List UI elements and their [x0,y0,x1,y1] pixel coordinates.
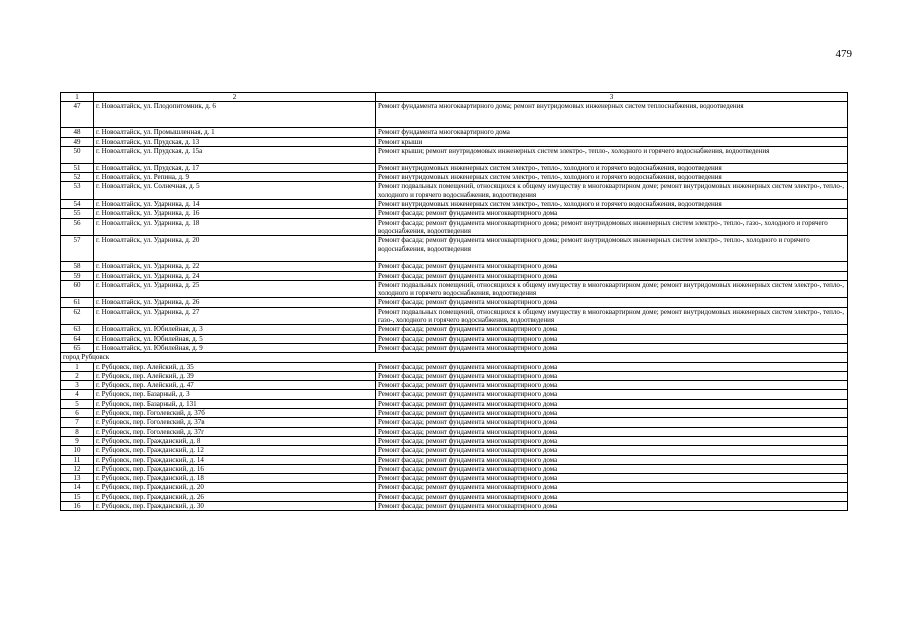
row-work-cell: Ремонт фасада; ремонт фундамента многоквартирного дома [376,427,848,436]
row-number-cell: 62 [61,307,94,325]
table-row [61,381,848,390]
row-work-cell: Ремонт фасада; ремонт фундамента многоквартирного дома [376,418,848,427]
row-number-cell: 11 [61,455,94,464]
row-address-cell: г. Новоалтайск, ул. Ударника, д. 27 [94,307,376,325]
table-row [61,455,848,464]
row-address-cell: г. Новоалтайск, ул. Юбилейная, д. 5 [94,334,376,343]
table-row [61,334,848,343]
table-body [61,93,848,511]
row-address-cell: г. Рубцовск, пер. Гражданский, д. 30 [94,501,376,510]
row-number-cell: 53 [61,182,94,200]
row-address-cell: г. Новоалтайск, ул. Солнечная, д. 5 [94,182,376,200]
row-number-cell: 7 [61,418,94,427]
row-number-cell: 61 [61,298,94,307]
row-work-cell: Ремонт фасада; ремонт фундамента многоквартирного дома [376,501,848,510]
table-row [61,307,848,325]
row-number-cell: 2 [61,371,94,380]
row-work-cell: Ремонт фасада; ремонт фундамента многоквартирного дома [376,455,848,464]
row-address-cell: г. Новоалтайск, ул. Плодопитомник, д. 6 [94,102,376,128]
table-row [61,409,848,418]
row-work-cell: Ремонт фасада; ремонт фундамента многоквартирного дома [376,492,848,501]
row-number-cell: 6 [61,409,94,418]
row-address-cell: г. Рубцовск, пер. Алейский, д. 39 [94,371,376,380]
row-work-cell: Ремонт фасада; ремонт фундамента многоквартирного дома [376,271,848,280]
row-number-cell: 59 [61,271,94,280]
row-number-cell: 10 [61,446,94,455]
row-number-cell: 55 [61,209,94,218]
row-address-cell: г. Рубцовск, пер. Гражданский, д. 16 [94,464,376,473]
row-number-cell: 49 [61,137,94,146]
row-address-cell: г. Новоалтайск, ул. Ударника, д. 20 [94,236,376,262]
row-address-cell: г. Новоалтайск, ул. Ударника, д. 14 [94,200,376,209]
row-address-cell: г. Рубцовск, пер. Гражданский, д. 26 [94,492,376,501]
table-row [61,262,848,271]
row-number-cell: 8 [61,427,94,436]
table-row [61,218,848,236]
row-number-cell: 13 [61,474,94,483]
table-row [61,280,848,298]
row-address-cell: г. Новоалтайск, ул. Ударника, д. 18 [94,218,376,236]
table-row [61,483,848,492]
row-number-cell: 50 [61,146,94,163]
row-work-cell: Ремонт фасада; ремонт фундамента многоквартирного дома [376,262,848,271]
table-row [61,146,848,163]
row-number-cell: 52 [61,173,94,182]
row-address-cell: г. Рубцовск, пер. Гоголевский, д. 37б [94,409,376,418]
table-row [61,128,848,137]
row-work-cell: Ремонт фасада; ремонт фундамента многоквартирного дома [376,474,848,483]
table-row [61,371,848,380]
row-number-cell: 4 [61,390,94,399]
table-row [61,182,848,200]
table-row [61,102,848,128]
row-work-cell: Ремонт фасада; ремонт фундамента многоквартирного дома [376,399,848,408]
table-row [61,399,848,408]
row-address-cell: г. Рубцовск, пер. Гражданский, д. 20 [94,483,376,492]
row-work-cell: Ремонт фасада; ремонт фундамента многоквартирного дома [376,371,848,380]
column-header-number: 1 [61,93,94,102]
row-work-cell: Ремонт фасада; ремонт фундамента многоквартирного дома [376,298,848,307]
table-row [61,163,848,172]
row-work-cell: Ремонт фасада; ремонт фундамента многоквартирного дома [376,483,848,492]
table-row [61,200,848,209]
row-address-cell: г. Новоалтайск, ул. Ударника, д. 24 [94,271,376,280]
table-row [61,173,848,182]
row-number-cell: 63 [61,325,94,334]
row-address-cell: г. Рубцовск, пер. Гражданский, д. 12 [94,446,376,455]
row-work-cell: Ремонт подвальных помещений, относящихся к общему имуществу в многоквартирном доме; ремонт внутридомовых инженерных систем электро-, тепло-, холодного и горячего водоснабжения, водоотведения [376,182,848,200]
row-number-cell: 48 [61,128,94,137]
row-work-cell: Ремонт фасада; ремонт фундамента многоквартирного дома [376,381,848,390]
column-header-address: 2 [94,93,376,102]
table-row [61,271,848,280]
row-address-cell: г. Новоалтайск, ул. Ударника, д. 25 [94,280,376,298]
row-work-cell: Ремонт крыши; ремонт внутридомовых инженерных систем электро-, тепло-, холодного и горячего водоснабжения, водоотведения [376,146,848,163]
table-row [61,446,848,455]
row-number-cell: 14 [61,483,94,492]
table-row [61,436,848,445]
section-title: город Рубцовск [61,353,848,362]
row-work-cell: Ремонт фасада; ремонт фундамента многоквартирного дома [376,325,848,334]
row-number-cell: 12 [61,464,94,473]
row-number-cell: 51 [61,163,94,172]
row-work-cell: Ремонт фасада; ремонт фундамента многоквартирного дома [376,436,848,445]
row-address-cell: г. Рубцовск, пер. Базарный, д. 3 [94,390,376,399]
table-row [61,418,848,427]
row-work-cell: Ремонт внутридомовых инженерных систем электро-, тепло-, холодного и горячего водоснабжения, водоотведения [376,200,848,209]
table-row [61,492,848,501]
table-header-row [61,93,848,102]
table-row [61,298,848,307]
row-address-cell: г. Новоалтайск, ул. Репина, д. 9 [94,173,376,182]
row-address-cell: г. Новоалтайск, ул. Прудская, д. 15а [94,146,376,163]
table-row [61,137,848,146]
row-address-cell: г. Рубцовск, пер. Базарный, д. 131 [94,399,376,408]
row-address-cell: г. Рубцовск, пер. Гоголевский, д. 37г [94,427,376,436]
row-work-cell: Ремонт фундамента многоквартирного дома [376,128,848,137]
row-number-cell: 58 [61,262,94,271]
row-work-cell: Ремонт фасада; ремонт фундамента многоквартирного дома [376,343,848,352]
row-work-cell: Ремонт подвальных помещений, относящихся к общему имуществу в многоквартирном доме; ремонт внутридомовых инженерных систем электро-, тепло-, холодного и горячего водоснабжения, водоотведения [376,280,848,298]
row-address-cell: г. Новоалтайск, ул. Ударника, д. 16 [94,209,376,218]
row-work-cell: Ремонт фасада; ремонт фундамента многоквартирного дома [376,446,848,455]
section-row-rubtsovsk [61,353,848,362]
table-row [61,209,848,218]
row-number-cell: 56 [61,218,94,236]
page-number: 479 [835,48,852,60]
column-header-work: 3 [376,93,848,102]
row-address-cell: г. Новоалтайск, ул. Юбилейная, д. 9 [94,343,376,352]
row-number-cell: 16 [61,501,94,510]
row-number-cell: 57 [61,236,94,262]
row-number-cell: 47 [61,102,94,128]
row-work-cell: Ремонт внутридомовых инженерных систем электро-, тепло-, холодного и горячего водоснабжения, водоотведения [376,163,848,172]
row-number-cell: 3 [61,381,94,390]
row-number-cell: 60 [61,280,94,298]
row-work-cell: Ремонт фасада; ремонт фундамента многоквартирного дома [376,464,848,473]
repair-register-table [60,92,848,511]
row-work-cell: Ремонт фасада; ремонт фундамента многоквартирного дома [376,390,848,399]
table-row [61,474,848,483]
row-address-cell: г. Новоалтайск, ул. Ударника, д. 26 [94,298,376,307]
table-row [61,236,848,262]
row-work-cell: Ремонт фасада; ремонт фундамента многоквартирного дома; ремонт внутридомовых инженерных систем электро-, тепло-, холодного и горячего водоснабжения, водоотведения [376,236,848,262]
row-work-cell: Ремонт фасада; ремонт фундамента многоквартирного дома; ремонт внутридомовых инженерных систем электро-, тепло-, газо-, холодного и горячего водоснабжения, водоотведения [376,218,848,236]
row-address-cell: г. Рубцовск, пер. Алейский, д. 35 [94,362,376,371]
row-address-cell: г. Новоалтайск, ул. Ударника, д. 22 [94,262,376,271]
row-work-cell: Ремонт внутридомовых инженерных систем электро-, тепло-, холодного и горячего водоснабжения, водоотведения [376,173,848,182]
row-address-cell: г. Рубцовск, пер. Гоголевский, д. 37в [94,418,376,427]
table-row [61,325,848,334]
table-row [61,427,848,436]
row-work-cell: Ремонт фасада; ремонт фундамента многоквартирного дома [376,409,848,418]
row-number-cell: 54 [61,200,94,209]
row-number-cell: 15 [61,492,94,501]
row-number-cell: 1 [61,362,94,371]
table-row [61,501,848,510]
row-number-cell: 5 [61,399,94,408]
table-row [61,343,848,352]
table-row [61,464,848,473]
row-address-cell: г. Рубцовск, пер. Гражданский, д. 14 [94,455,376,464]
row-number-cell: 9 [61,436,94,445]
row-work-cell: Ремонт фундамента многоквартирного дома; ремонт внутридомовых инженерных систем теплоснабжения, водоотведения [376,102,848,128]
row-work-cell: Ремонт фасада; ремонт фундамента многоквартирного дома [376,362,848,371]
row-work-cell: Ремонт подвальных помещений, относящихся к общему имуществу в многоквартирном доме; ремонт внутридомовых инженерных систем электро-, тепло-, газо-, холодного и горячего водоснабжения, водоотведения [376,307,848,325]
row-number-cell: 64 [61,334,94,343]
table-row [61,390,848,399]
row-number-cell: 65 [61,343,94,352]
row-address-cell: г. Рубцовск, пер. Алейский, д. 47 [94,381,376,390]
row-address-cell: г. Новоалтайск, ул. Прудская, д. 17 [94,163,376,172]
row-address-cell: г. Новоалтайск, ул. Прудская, д. 13 [94,137,376,146]
row-work-cell: Ремонт фасада; ремонт фундамента многоквартирного дома [376,209,848,218]
table-row [61,362,848,371]
row-address-cell: г. Рубцовск, пер. Гражданский, д. 8 [94,436,376,445]
row-work-cell: Ремонт крыши [376,137,848,146]
row-address-cell: г. Новоалтайск, ул. Промышленная, д. 1 [94,128,376,137]
row-address-cell: г. Рубцовск, пер. Гражданский, д. 18 [94,474,376,483]
row-address-cell: г. Новоалтайск, ул. Юбилейная, д. 3 [94,325,376,334]
row-work-cell: Ремонт фасада; ремонт фундамента многоквартирного дома [376,334,848,343]
